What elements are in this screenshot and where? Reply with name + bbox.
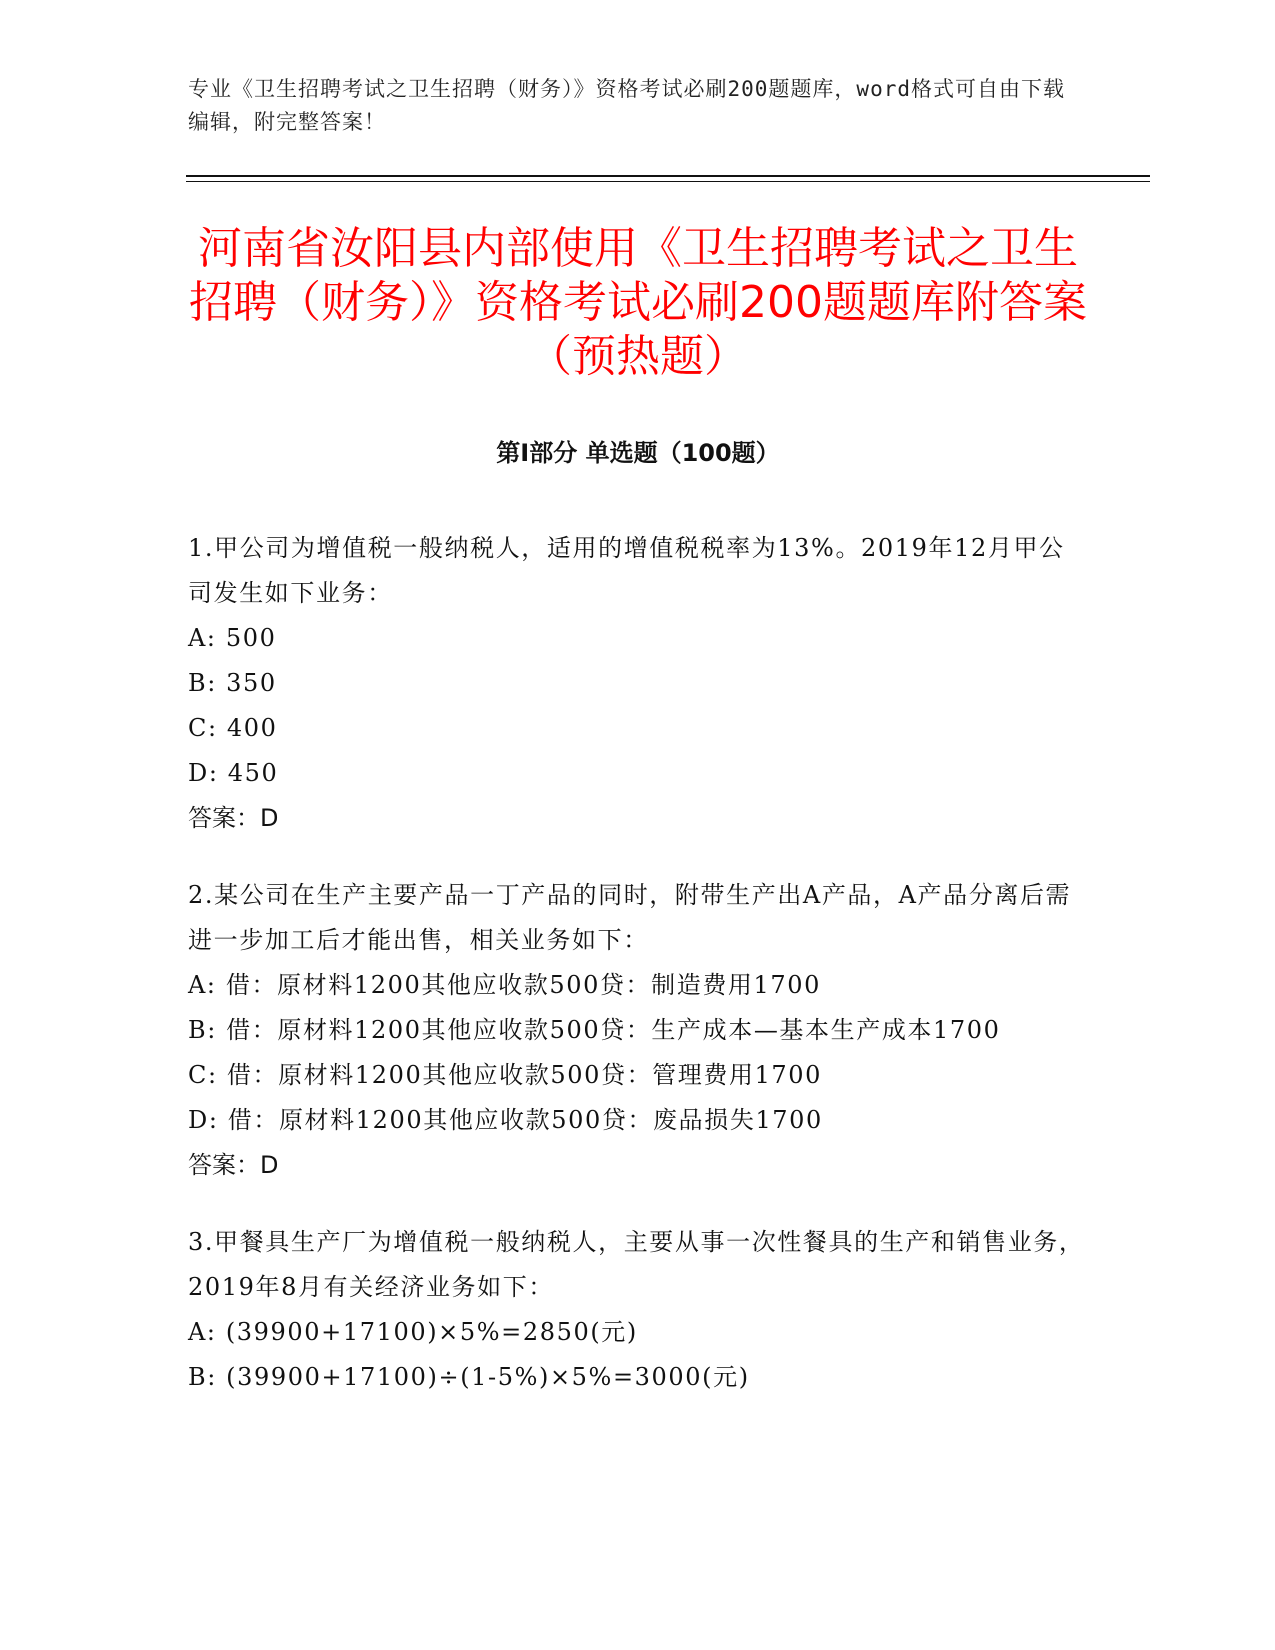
option-d: D: 借：原材料1200其他应收款500贷：废品损失1700 <box>188 1106 823 1134</box>
option-a: A: 借：原材料1200其他应收款500贷：制造费用1700 <box>188 971 822 999</box>
option-a: A: (39900+17100)×5%=2850(元) <box>188 1318 638 1346</box>
option-b: B: 借：原材料1200其他应收款500贷：生产成本—基本生产成本1700 <box>188 1016 1001 1044</box>
option-b: B: 350 <box>188 669 277 697</box>
option-d: D: 450 <box>188 759 279 787</box>
option-b: B: (39900+17100)÷(1-5%)×5%=3000(元) <box>188 1363 750 1391</box>
section-title: 第I部分 单选题（100题） <box>496 439 780 467</box>
question-3 <box>188 1220 1088 1400</box>
header-divider-thick <box>186 175 1150 177</box>
question-1 <box>188 526 1088 841</box>
header-divider-thin <box>186 181 1150 182</box>
option-c: C: 400 <box>188 714 278 742</box>
question-stem: 2.某公司在生产主要产品一丁产品的同时，附带生产出A产品，A产品分离后需进一步加工后才能出售，相关业务如下： <box>188 881 1072 954</box>
document-title: 河南省汝阳县内部使用《卫生招聘考试之卫生招聘（财务）》资格考试必刷200题题库附答案（预热题） <box>189 223 1087 382</box>
answer-line: 答案：D <box>188 1151 279 1179</box>
option-c: C: 借：原材料1200其他应收款500贷：管理费用1700 <box>188 1061 823 1089</box>
header-note: 专业《卫生招聘考试之卫生招聘（财务）》资格考试必刷200题题库，word格式可自由下载编辑，附完整答案！ <box>188 77 1065 134</box>
question-stem: 3.甲餐具生产厂为增值税一般纳税人，主要从事一次性餐具的生产和销售业务，2019年8月有关经济业务如下： <box>188 1228 1085 1301</box>
question-stem: 1.甲公司为增值税一般纳税人，适用的增值税税率为13%。2019年12月甲公司发生如下业务： <box>188 534 1065 607</box>
answer-line: 答案：D <box>188 804 279 832</box>
question-2 <box>188 873 1088 1188</box>
question-list <box>188 526 1088 1432</box>
option-a: A: 500 <box>188 624 277 652</box>
